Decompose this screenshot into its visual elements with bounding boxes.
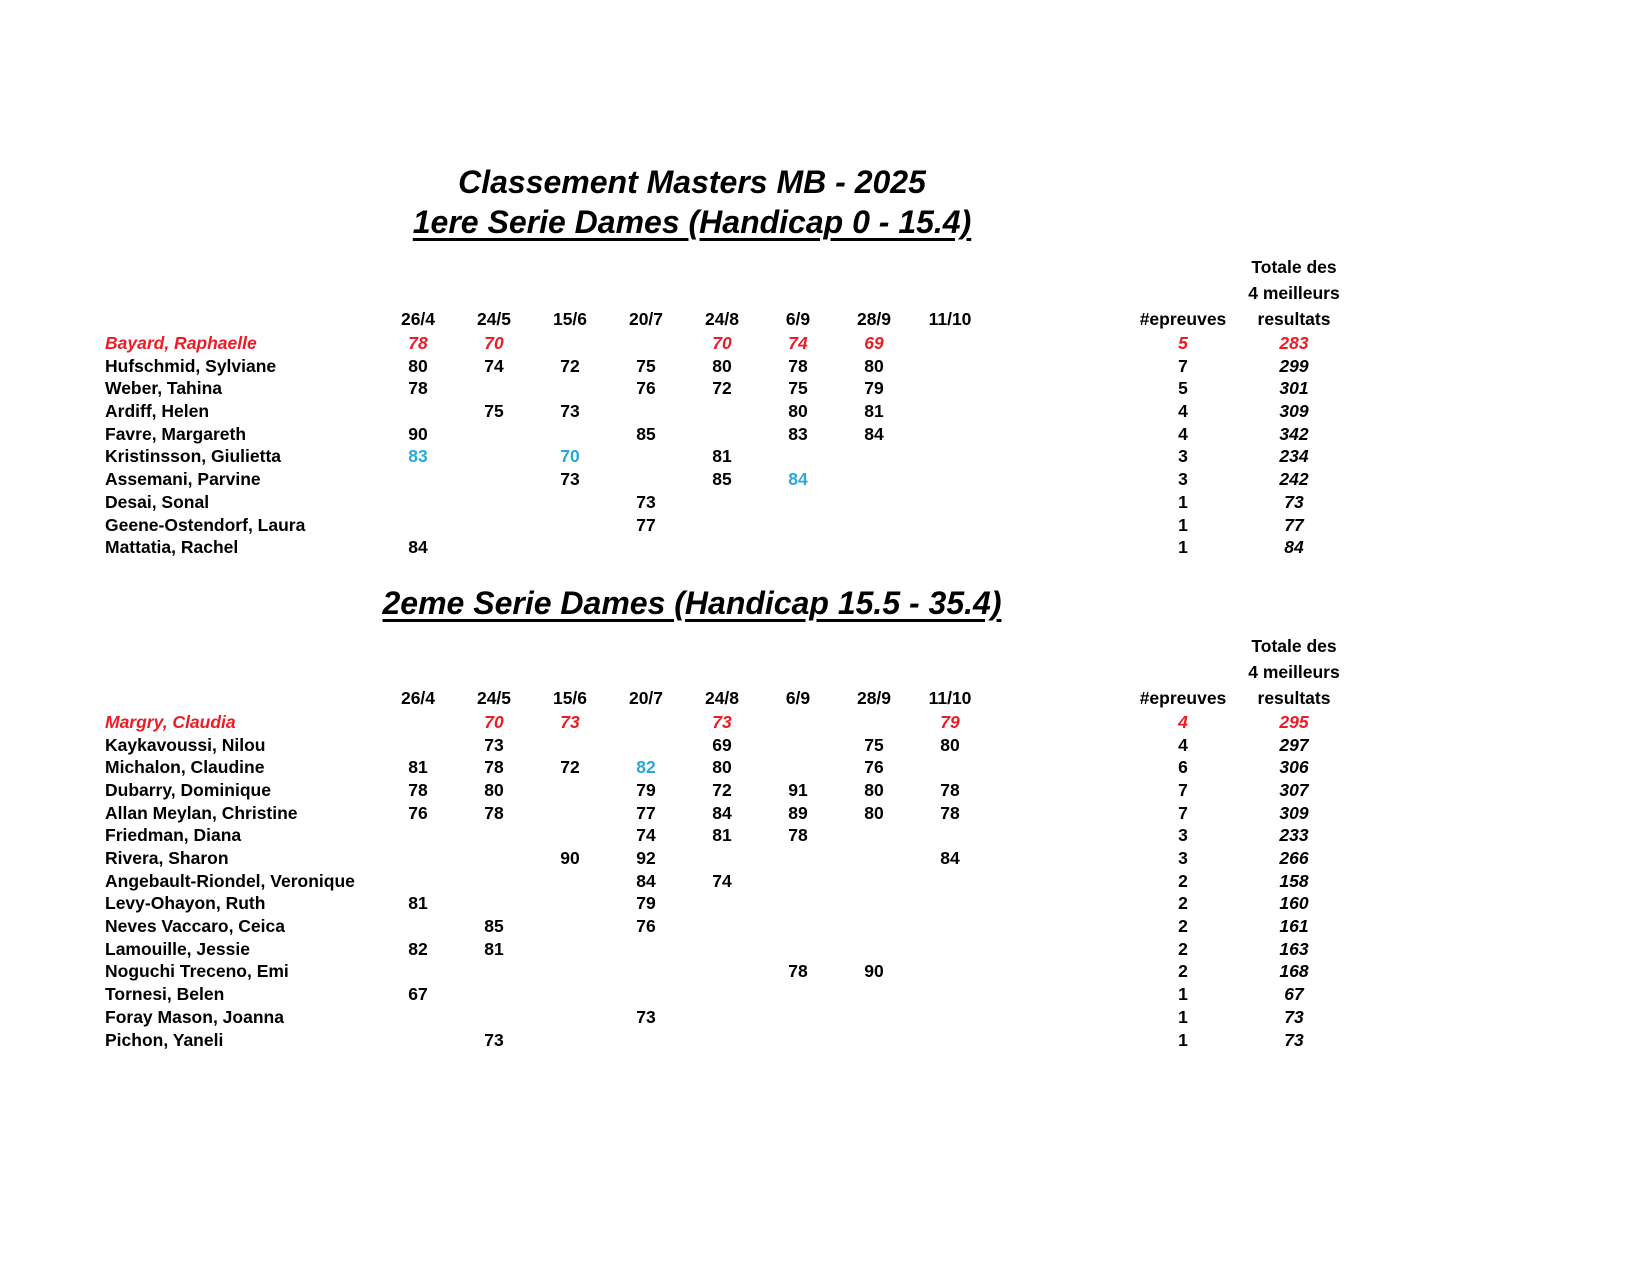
score-cell: 73 <box>560 401 580 422</box>
epreuves-cell: 2 <box>1178 893 1188 914</box>
score-cell: 70 <box>560 446 580 467</box>
player-name: Noguchi Treceno, Emi <box>105 961 289 982</box>
epreuves-cell: 3 <box>1178 446 1188 467</box>
epreuves-cell: 7 <box>1178 802 1188 823</box>
resultats-column-header: resultats <box>1257 309 1331 329</box>
epreuves-column-header: #epreuves <box>1139 309 1227 329</box>
score-cell: 85 <box>636 423 656 444</box>
total-header-row-2 <box>105 280 1650 306</box>
column-header-row <box>105 306 1650 332</box>
date-column-header: 6/9 <box>785 687 811 708</box>
score-cell: 81 <box>712 446 732 467</box>
table-row <box>105 983 1650 1006</box>
total-header-line-1: Totale des <box>1251 635 1337 656</box>
score-cell: 74 <box>788 333 808 353</box>
score-cell: 92 <box>636 848 656 868</box>
score-cell: 75 <box>484 401 504 422</box>
score-cell: 73 <box>636 491 656 512</box>
total-cell: 309 <box>1279 802 1309 823</box>
table-row <box>105 892 1650 915</box>
score-cell: 70 <box>712 333 732 353</box>
date-column-header: 15/6 <box>552 687 588 708</box>
table-row <box>105 960 1650 983</box>
score-cell: 67 <box>408 984 428 1005</box>
player-name: Hufschmid, Sylviane <box>105 355 277 376</box>
table-row <box>105 445 1650 468</box>
score-cell: 73 <box>636 1006 656 1027</box>
table-row <box>105 536 1650 559</box>
total-cell: 168 <box>1279 961 1309 982</box>
score-cell: 73 <box>484 734 504 755</box>
total-cell: 242 <box>1279 469 1309 490</box>
total-cell: 84 <box>1284 537 1304 558</box>
total-cell: 67 <box>1284 984 1304 1005</box>
score-cell: 78 <box>788 355 808 376</box>
player-name: Neves Vaccaro, Ceica <box>105 916 285 937</box>
epreuves-cell: 3 <box>1178 825 1188 846</box>
score-cell: 90 <box>408 423 428 444</box>
section-title-serie-1: 1ere Serie Dames (Handicap 0 - 15.4) <box>412 204 972 240</box>
total-cell: 233 <box>1279 825 1309 846</box>
epreuves-cell: 4 <box>1178 401 1188 422</box>
score-cell: 76 <box>636 916 656 937</box>
epreuves-cell: 4 <box>1178 734 1188 755</box>
score-cell: 79 <box>636 779 656 800</box>
total-cell: 283 <box>1279 333 1309 353</box>
score-cell: 84 <box>788 469 808 490</box>
score-cell: 78 <box>940 779 960 800</box>
total-header-line-2: 4 meilleurs <box>1248 283 1340 303</box>
column-header-row <box>105 685 1650 711</box>
table-row <box>105 514 1650 537</box>
player-name: Pichon, Yaneli <box>105 1029 224 1050</box>
epreuves-cell: 1 <box>1178 514 1188 535</box>
table-row <box>105 1029 1650 1052</box>
total-cell: 342 <box>1279 423 1309 444</box>
table-row <box>105 802 1650 825</box>
player-name: Rivera, Sharon <box>105 848 229 868</box>
date-column-header: 6/9 <box>785 309 811 329</box>
score-cell: 80 <box>788 401 808 422</box>
table-row <box>105 1006 1650 1029</box>
player-name: Geene-Ostendorf, Laura <box>105 514 306 535</box>
score-cell: 75 <box>788 378 808 399</box>
total-cell: 301 <box>1279 378 1309 399</box>
score-cell: 84 <box>408 537 428 558</box>
date-column-header: 20/7 <box>628 309 664 329</box>
player-name: Kaykavoussi, Nilou <box>105 734 266 755</box>
score-cell: 80 <box>940 734 960 755</box>
epreuves-cell: 1 <box>1178 984 1188 1005</box>
score-cell: 79 <box>636 893 656 914</box>
score-cell: 75 <box>636 355 656 376</box>
player-name: Margry, Claudia <box>105 711 236 732</box>
date-column-header: 28/9 <box>856 309 892 329</box>
table-row <box>105 491 1650 514</box>
page-title: Classement Masters MB - 2025 <box>458 164 926 200</box>
date-column-header: 11/10 <box>928 309 972 329</box>
epreuves-cell: 1 <box>1178 1029 1188 1050</box>
score-cell: 84 <box>940 848 960 868</box>
score-cell: 72 <box>712 378 732 399</box>
score-cell: 81 <box>484 938 504 959</box>
epreuves-cell: 4 <box>1178 423 1188 444</box>
section-serie-2 <box>105 583 1650 1051</box>
score-cell: 78 <box>788 825 808 846</box>
date-column-header: 15/6 <box>552 309 588 329</box>
total-cell: 306 <box>1279 757 1309 778</box>
date-column-header: 24/5 <box>476 309 512 329</box>
table-row <box>105 400 1650 423</box>
total-header-line-2: 4 meilleurs <box>1248 661 1340 682</box>
table-row <box>105 468 1650 491</box>
total-cell: 73 <box>1284 491 1304 512</box>
score-cell: 81 <box>712 825 732 846</box>
score-cell: 80 <box>712 355 732 376</box>
ranking-table-serie-2 <box>105 633 1650 1051</box>
score-cell: 89 <box>788 802 808 823</box>
score-cell: 90 <box>864 961 884 982</box>
total-cell: 163 <box>1279 938 1309 959</box>
table-row <box>105 734 1650 757</box>
total-cell: 307 <box>1279 779 1309 800</box>
player-name: Lamouille, Jessie <box>105 938 250 959</box>
epreuves-cell: 3 <box>1178 848 1188 868</box>
player-name: Kristinsson, Giulietta <box>105 446 281 467</box>
epreuves-cell: 2 <box>1178 938 1188 959</box>
player-name: Desai, Sonal <box>105 491 210 512</box>
score-cell: 80 <box>408 355 428 376</box>
ranking-table-serie-1 <box>105 254 1650 559</box>
score-cell: 76 <box>408 802 428 823</box>
table-row <box>105 423 1650 446</box>
total-cell: 73 <box>1284 1006 1304 1027</box>
epreuves-cell: 1 <box>1178 537 1188 558</box>
player-name: Foray Mason, Joanna <box>105 1006 284 1027</box>
player-name: Assemani, Parvine <box>105 469 261 490</box>
total-cell: 77 <box>1284 514 1304 535</box>
table-row <box>105 756 1650 779</box>
date-column-header: 11/10 <box>928 687 972 708</box>
score-cell: 78 <box>408 333 428 353</box>
player-name: Michalon, Claudine <box>105 757 265 778</box>
epreuves-cell: 4 <box>1178 711 1188 732</box>
table-row <box>105 377 1650 400</box>
date-column-header: 24/8 <box>704 309 740 329</box>
date-column-header: 24/5 <box>476 687 512 708</box>
player-name: Tornesi, Belen <box>105 984 225 1005</box>
epreuves-cell: 7 <box>1178 779 1188 800</box>
score-cell: 81 <box>408 893 428 914</box>
epreuves-cell: 5 <box>1178 333 1188 353</box>
date-column-header: 26/4 <box>400 309 436 329</box>
table-row <box>105 824 1650 847</box>
score-cell: 78 <box>788 961 808 982</box>
score-cell: 85 <box>484 916 504 937</box>
score-cell: 78 <box>408 378 428 399</box>
score-cell: 82 <box>636 757 656 778</box>
epreuves-cell: 6 <box>1178 757 1188 778</box>
score-cell: 74 <box>712 870 732 891</box>
player-name: Friedman, Diana <box>105 825 242 846</box>
epreuves-column-header: #epreuves <box>1139 687 1227 708</box>
section-title-serie-2: 2eme Serie Dames (Handicap 15.5 - 35.4) <box>382 584 1002 621</box>
score-cell: 84 <box>864 423 884 444</box>
score-cell: 80 <box>484 779 504 800</box>
total-header-row-1 <box>105 254 1650 280</box>
total-cell: 299 <box>1279 355 1309 376</box>
score-cell: 73 <box>484 1029 504 1050</box>
total-cell: 295 <box>1279 711 1309 732</box>
total-cell: 161 <box>1279 916 1309 937</box>
score-cell: 73 <box>560 711 580 732</box>
epreuves-cell: 2 <box>1178 870 1188 891</box>
score-cell: 78 <box>940 802 960 823</box>
table-row <box>105 915 1650 938</box>
score-cell: 81 <box>864 401 884 422</box>
resultats-column-header: resultats <box>1257 687 1331 708</box>
total-cell: 309 <box>1279 401 1309 422</box>
score-cell: 81 <box>408 757 428 778</box>
score-cell: 72 <box>560 355 580 376</box>
epreuves-cell: 5 <box>1178 378 1188 399</box>
table-row <box>105 870 1650 893</box>
total-cell: 297 <box>1279 734 1309 755</box>
epreuves-cell: 1 <box>1178 1006 1188 1027</box>
score-cell: 78 <box>484 802 504 823</box>
player-name: Levy-Ohayon, Ruth <box>105 893 266 914</box>
player-name: Weber, Tahina <box>105 378 223 399</box>
player-name: Dubarry, Dominique <box>105 779 271 800</box>
total-cell: 160 <box>1279 893 1309 914</box>
score-cell: 69 <box>712 734 732 755</box>
player-name: Allan Meylan, Christine <box>105 802 298 823</box>
total-cell: 234 <box>1279 446 1309 467</box>
table-row <box>105 355 1650 378</box>
score-cell: 80 <box>864 779 884 800</box>
score-cell: 79 <box>940 711 960 732</box>
score-cell: 85 <box>712 469 732 490</box>
score-cell: 70 <box>484 711 504 732</box>
score-cell: 75 <box>864 734 884 755</box>
player-name: Bayard, Raphaelle <box>105 333 257 353</box>
epreuves-cell: 3 <box>1178 469 1188 490</box>
score-cell: 74 <box>484 355 504 376</box>
epreuves-cell: 2 <box>1178 961 1188 982</box>
score-cell: 84 <box>636 870 656 891</box>
table-row <box>105 779 1650 802</box>
score-cell: 74 <box>636 825 656 846</box>
score-cell: 73 <box>560 469 580 490</box>
score-cell: 80 <box>864 802 884 823</box>
score-cell: 80 <box>712 757 732 778</box>
score-cell: 76 <box>864 757 884 778</box>
score-cell: 91 <box>788 779 808 800</box>
score-cell: 83 <box>788 423 808 444</box>
date-column-header: 20/7 <box>628 687 664 708</box>
score-cell: 80 <box>864 355 884 376</box>
score-cell: 82 <box>408 938 428 959</box>
score-cell: 73 <box>712 711 732 732</box>
table-row <box>105 847 1650 870</box>
score-cell: 79 <box>864 378 884 399</box>
score-cell: 78 <box>484 757 504 778</box>
total-cell: 266 <box>1279 848 1309 868</box>
score-cell: 72 <box>560 757 580 778</box>
score-cell: 72 <box>712 779 732 800</box>
total-cell: 158 <box>1279 870 1309 891</box>
score-cell: 70 <box>484 333 504 353</box>
score-cell: 83 <box>408 446 428 467</box>
score-cell: 77 <box>636 802 656 823</box>
total-header-row-2 <box>105 659 1650 685</box>
table-row <box>105 711 1650 734</box>
player-name: Angebault-Riondel, Veronique <box>105 870 355 891</box>
total-cell: 73 <box>1284 1029 1304 1050</box>
date-column-header: 26/4 <box>400 687 436 708</box>
section-serie-1 <box>105 202 1650 559</box>
score-cell: 90 <box>560 848 580 868</box>
score-cell: 77 <box>636 514 656 535</box>
player-name: Favre, Margareth <box>105 423 247 444</box>
table-row <box>105 938 1650 961</box>
epreuves-cell: 7 <box>1178 355 1188 376</box>
score-cell: 78 <box>408 779 428 800</box>
score-cell: 76 <box>636 378 656 399</box>
epreuves-cell: 2 <box>1178 916 1188 937</box>
epreuves-cell: 1 <box>1178 491 1188 512</box>
date-column-header: 28/9 <box>856 687 892 708</box>
score-cell: 84 <box>712 802 732 823</box>
table-row <box>105 332 1650 355</box>
total-header-line-1: Totale des <box>1251 257 1337 277</box>
total-header-row-1 <box>105 633 1650 659</box>
date-column-header: 24/8 <box>704 687 740 708</box>
player-name: Mattatia, Rachel <box>105 537 239 558</box>
score-cell: 69 <box>864 333 884 353</box>
player-name: Ardiff, Helen <box>105 401 210 422</box>
